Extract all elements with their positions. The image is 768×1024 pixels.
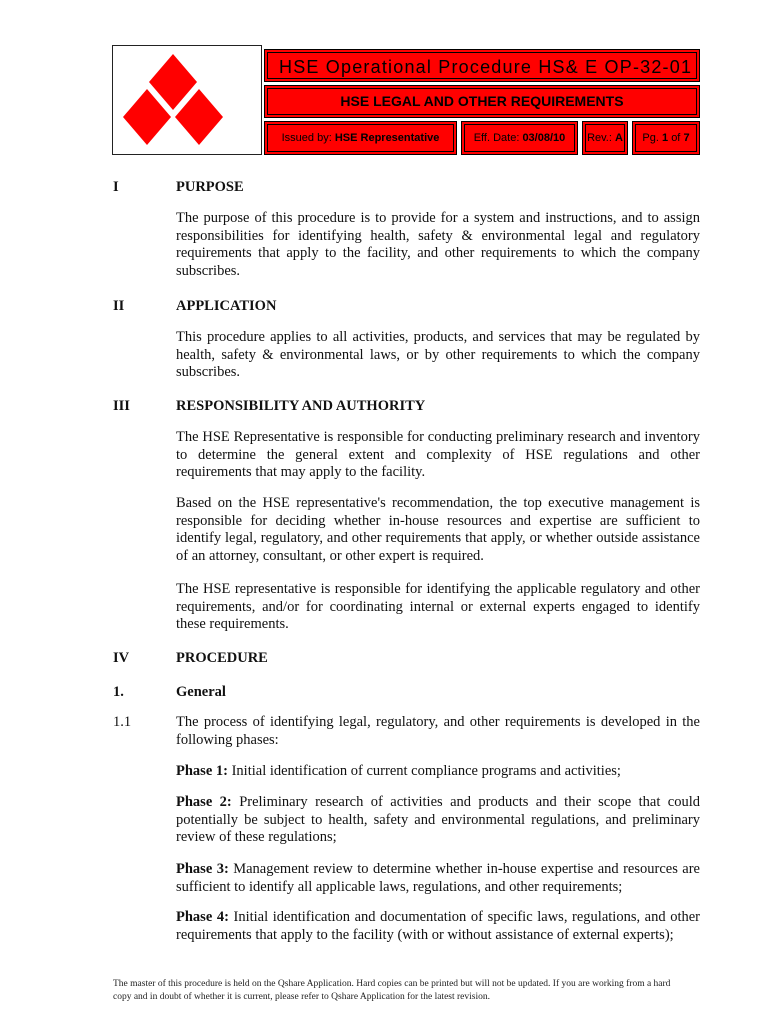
effective-date-label: Eff. Date: [473,132,520,144]
procedure-subtitle-box [264,85,700,118]
revision-box [582,121,628,155]
company-logo [112,45,262,155]
phase-item [176,794,700,847]
application-paragraph: This procedure applies to all activities, products, and services that may be regulated by health, safety & environmental laws, or by other requirements to which the company subscribes. [176,329,700,380]
subsection-heading-general: General [176,684,226,700]
item-paragraph: The process of identifying legal, regulatory, and other requirements is developed in the following phases: [176,714,700,748]
document-header [112,45,702,155]
phase-item [176,763,700,781]
section-heading-procedure: PROCEDURE [176,650,268,666]
phase-item [176,909,700,944]
phase-label: Phase 1: [176,763,228,779]
purpose-paragraph: The purpose of this procedure is to provide for a system and instructions, and to assign responsibilities for identifying health, safety & environmental legal and regulatory requirements that apply to the facility, and other requirements to which the company subscribes. [176,210,700,279]
section-number: III [113,398,130,414]
section-number: II [113,298,125,314]
phase-text: Initial identification and documentation of specific laws, regulations, and other requirements that apply to the facility (with or without assistance of external experts); [176,909,700,943]
section-heading-application: APPLICATION [176,298,277,314]
revision-value: A [614,132,623,144]
subsection-number: 1. [113,684,124,700]
phase-item [176,861,700,896]
procedure-subtitle: HSE LEGAL AND OTHER REQUIREMENTS [340,93,624,109]
page-value: 1 [662,132,669,144]
phase-text: Management review to determine whether in-house expertise and resources are sufficient to identify all applicable laws, regulations, and other requirements; [176,861,700,895]
document-footer: The master of this procedure is held on the Qshare Application. Hard copies can be printed but will not be updated. If you are working from a hard copy and in doubt of whether it is current, please refer to Qshare Application for the latest revision. [113,979,671,1002]
responsibility-paragraph-1: The HSE Representative is responsible for conducting preliminary research and inventory to determine the general extent and complexity of HSE regulations and other requirements that may apply to the facility. [176,429,700,480]
section-heading-purpose: PURPOSE [176,179,244,195]
page-of-label: of [671,132,681,144]
responsibility-paragraph-2: Based on the HSE representative's recommendation, the top executive management is responsible for deciding whether in-house resources and expertise are sufficient to identify legal, regulatory, and other requirements that apply, or whether outside assistance of an attorney, consultant, or other expert is required. [176,495,700,564]
section-number: I [113,179,119,195]
page-total: 7 [683,132,690,144]
responsibility-paragraph-3: The HSE representative is responsible for identifying the applicable regulatory and other requirements, and/or for coordinating internal or external experts engaged to identify these requirements. [176,581,700,632]
issued-by-value: HSE Representative [334,132,440,144]
phase-label: Phase 2: [176,794,232,810]
page-label: Pg. [642,132,659,144]
procedure-title: HSE Operational Procedure HS& E OP-32-01 [279,57,693,77]
revision-label: Rev.: [587,132,612,144]
phase-label: Phase 3: [176,861,229,877]
section-heading-responsibility: RESPONSIBILITY AND AUTHORITY [176,398,426,414]
diamond-logo-icon [113,46,261,154]
issued-by-label: Issued by: [281,132,332,144]
phase-label: Phase 4: [176,909,229,925]
procedure-title-box [264,49,700,82]
phase-text: Initial identification of current compliance programs and activities; [227,763,621,779]
phase-text: Preliminary research of activities and products and their scope that could potentially be subject to health, safety and environmental regulations, and preliminary review of these regulations; [176,794,700,845]
item-number: 1.1 [113,714,132,730]
section-number: IV [113,650,130,666]
issued-by-box [264,121,457,155]
effective-date-box [461,121,578,155]
page-number-box [632,121,700,155]
effective-date-value: 03/08/10 [522,132,566,144]
